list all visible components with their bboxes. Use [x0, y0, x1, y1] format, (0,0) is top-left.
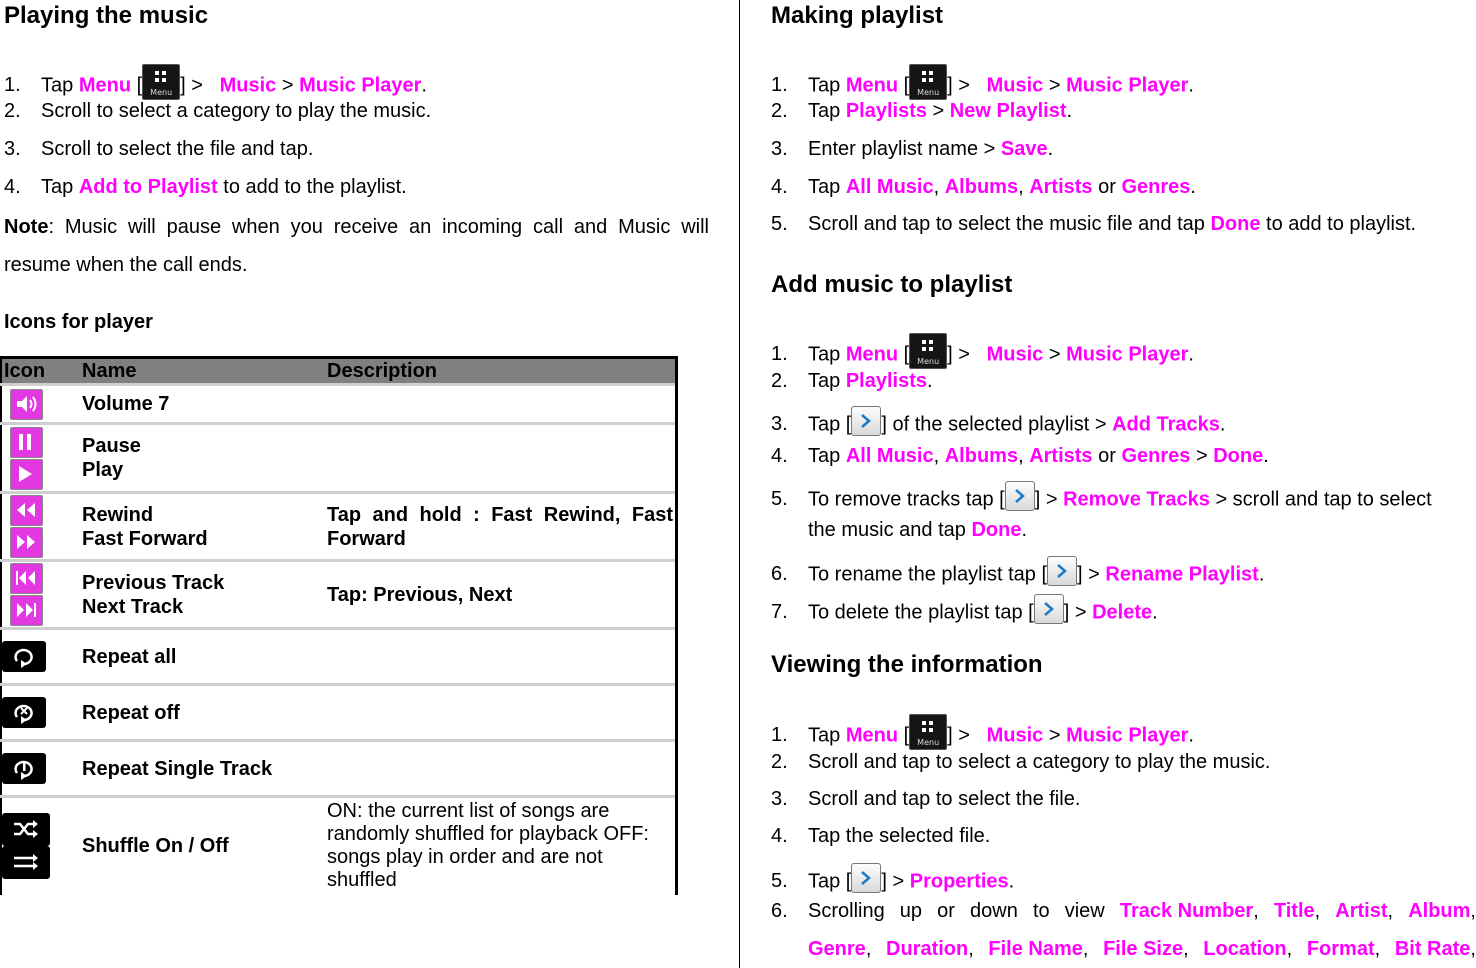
column-divider — [739, 0, 740, 968]
add-step-1: 1. Tap Menu [ Menu ] > Music > Music Player. — [771, 337, 1194, 373]
menu-link[interactable]: Menu — [845, 724, 899, 747]
header-description: Description — [325, 358, 677, 385]
header-icon: Icon — [1, 358, 80, 385]
table-row: Repeat all — [1, 629, 677, 685]
add-step-5: 5. To remove tracks tap [ ] > Remove Tracks > scroll and tap to select — [771, 485, 1476, 515]
view-step-6-cont: Genre, Duration, File Name, File Size, Location, Format, Bit Rate, — [808, 938, 1476, 960]
previous-track-icon — [10, 563, 43, 594]
repeat-all-icon — [2, 641, 46, 672]
add-step-7: 7. To delete the playlist tap [ ] > Delete. — [771, 598, 1158, 628]
table-row: Pause Play — [1, 424, 677, 493]
repeat-single-icon — [2, 753, 46, 784]
play-icon — [10, 459, 43, 490]
making-step-3: 3. Enter playlist name > Save. — [771, 138, 1054, 160]
menu-icon: Menu — [142, 64, 180, 100]
step-1: 1. Tap Menu [ Menu ] > Music > Music Player. — [4, 68, 427, 104]
icons-title: Icons for player — [4, 311, 153, 333]
table-row: Rewind Fast Forward Tap and hold : Fast Rewind, Fast Forward — [1, 493, 677, 561]
menu-link[interactable]: Menu — [845, 74, 899, 97]
pause-icon — [10, 427, 43, 458]
section-title-view: Viewing the information — [771, 651, 1043, 678]
table-row: Repeat off — [1, 685, 677, 741]
step-4: 4. Tap Add to Playlist to add to the playlist. — [4, 176, 407, 198]
music-player-link[interactable]: Music Player — [1066, 343, 1189, 366]
menu-link[interactable]: Menu — [845, 343, 899, 366]
view-step-2: 2. Scroll and tap to select a category to play the music. — [771, 751, 1271, 773]
icons-table — [0, 356, 678, 895]
section-title-playing: Playing the music — [4, 2, 209, 29]
fast-forward-icon — [10, 527, 43, 558]
volume-icon — [10, 389, 43, 420]
repeat-off-icon — [2, 697, 46, 728]
step-3: 3. Scroll to select the file and tap. — [4, 138, 314, 160]
music-link[interactable]: Music — [219, 74, 277, 97]
music-player-link[interactable]: Music Player — [299, 74, 422, 97]
rewind-icon — [10, 495, 43, 526]
step-2: 2. Scroll to select a category to play the music. — [4, 100, 432, 122]
menu-icon: Menu — [909, 333, 947, 369]
add-to-playlist-link[interactable]: Add to Playlist — [78, 176, 218, 198]
note-paragraph: Note: Music will pause when you receive an incoming call and Music will resume when the call ends. — [4, 216, 709, 276]
view-step-5: 5. Tap [ ] > Properties. — [771, 867, 1014, 897]
header-name: Name — [80, 358, 325, 385]
next-track-icon — [10, 595, 43, 626]
add-step-3: 3. Tap [ ] of the selected playlist > Add Tracks. — [771, 410, 1225, 440]
menu-icon: Menu — [909, 64, 947, 100]
table-row: Repeat Single Track — [1, 741, 677, 797]
making-step-5: 5. Scroll and tap to select the music file and tap Done to add to playlist. — [771, 213, 1417, 235]
menu-icon: Menu — [909, 714, 947, 750]
add-step-4: 4. Tap All Music, Albums, Artists or Genres > Done. — [771, 445, 1269, 467]
add-step-5-cont: the music and tap Done. — [808, 519, 1027, 541]
chevron-right-icon[interactable] — [851, 406, 881, 436]
add-step-6: 6. To rename the playlist tap [ ] > Rename Playlist. — [771, 560, 1264, 590]
table-row: Volume 7 — [1, 385, 677, 424]
add-step-2: 2. Tap Playlists. — [771, 370, 933, 392]
table-header — [1, 358, 677, 385]
making-step-1: 1. Tap Menu [ Menu ] > Music > Music Player. — [771, 68, 1194, 104]
music-link[interactable]: Music — [986, 724, 1044, 747]
music-player-link[interactable]: Music Player — [1066, 74, 1189, 97]
chevron-right-icon[interactable] — [1047, 556, 1077, 586]
table-row: Shuffle On / Off ON: the current list of songs are randomly shuffled for playback OFF: songs play in order and are not shuffled — [1, 797, 677, 895]
music-link[interactable]: Music — [986, 343, 1044, 366]
music-link[interactable]: Music — [986, 74, 1044, 97]
chevron-right-icon[interactable] — [1034, 594, 1064, 624]
chevron-right-icon[interactable] — [1005, 481, 1035, 511]
menu-link[interactable]: Menu — [78, 74, 132, 97]
view-step-3: 3. Scroll and tap to select the file. — [771, 788, 1081, 810]
music-player-link[interactable]: Music Player — [1066, 724, 1189, 747]
view-step-1: 1. Tap Menu [ Menu ] > Music > Music Player. — [771, 718, 1194, 754]
section-title-add: Add music to playlist — [771, 271, 1013, 298]
view-step-6: 6. Scrolling up or down to view Track Number, Title, Artist, Album, — [771, 900, 1476, 922]
shuffle-off-icon — [2, 846, 50, 879]
view-step-4: 4. Tap the selected file. — [771, 825, 991, 847]
section-title-making: Making playlist — [771, 2, 944, 29]
making-step-4: 4. Tap All Music, Albums, Artists or Genres. — [771, 176, 1196, 198]
making-step-2: 2. Tap Playlists > New Playlist. — [771, 100, 1073, 122]
table-row: Previous Track Next Track Tap: Previous, Next — [1, 561, 677, 629]
shuffle-on-icon — [2, 813, 50, 846]
chevron-right-icon[interactable] — [851, 863, 881, 893]
